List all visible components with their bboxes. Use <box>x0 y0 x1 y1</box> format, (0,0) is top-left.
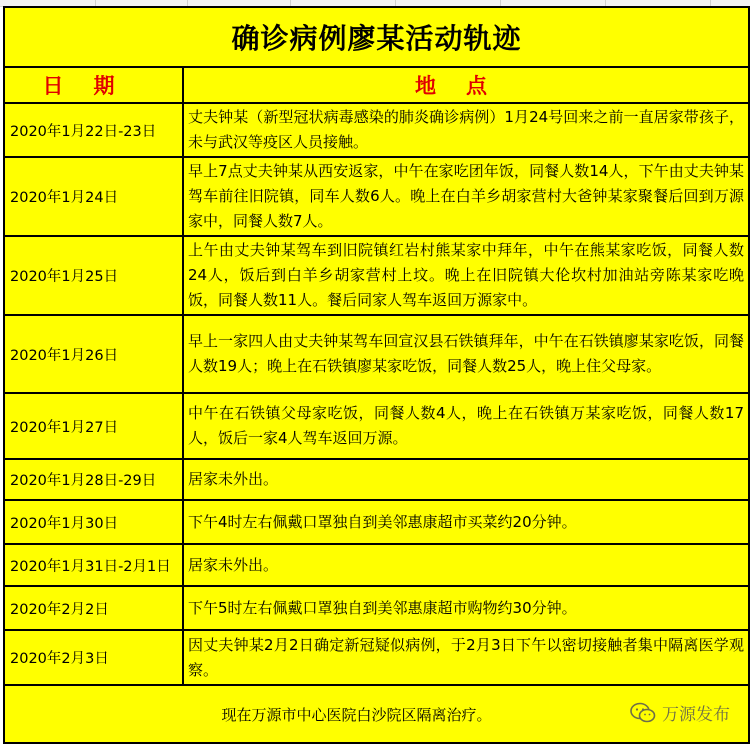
date-cell[interactable]: 2020年1月31日-2月1日 <box>4 544 183 586</box>
place-cell[interactable]: 中午在石铁镇父母家吃饭，同餐人数4人，晚上在石铁镇万某家吃饭，同餐人数17人，饭后一家4人驾车返回万源。 <box>183 393 749 459</box>
date-cell[interactable]: 2020年1月28日-29日 <box>4 459 183 500</box>
table-row <box>4 103 749 157</box>
header-row <box>4 67 749 103</box>
date-cell[interactable]: 2020年2月2日 <box>4 586 183 630</box>
place-cell[interactable]: 下午5时左右佩戴口罩独自到美邻惠康超市购物约30分钟。 <box>183 586 749 630</box>
place-cell[interactable]: 居家未外出。 <box>183 544 749 586</box>
place-cell[interactable]: 丈夫钟某（新型冠状病毒感染的肺炎确诊病例）1月24号回来之前一直居家带孩子，未与武汉等疫区人员接触。 <box>183 103 749 157</box>
date-cell[interactable]: 2020年1月25日 <box>4 236 183 315</box>
place-column-header[interactable] <box>183 67 749 103</box>
date-cell[interactable]: 2020年1月22日-23日 <box>4 103 183 157</box>
date-cell[interactable]: 2020年2月3日 <box>4 630 183 685</box>
place-cell[interactable]: 早上7点丈夫钟某从西安返家，中午在家吃团年饭，同餐人数14人，下午由丈夫钟某驾车前往旧院镇，同车人数6人。晚上在白羊乡胡家营村大爸钟某家聚餐后回到万源家中，同餐人数7人。 <box>183 157 749 236</box>
activity-trace-table <box>3 6 750 744</box>
title-row <box>4 7 749 67</box>
table-row <box>4 630 749 685</box>
table-row <box>4 236 749 315</box>
table-row <box>4 544 749 586</box>
place-cell[interactable]: 因丈夫钟某2月2日确定新冠疑似病例，于2月3日下午以密切接触者集中隔离医学观察。 <box>183 630 749 685</box>
place-cell[interactable]: 早上一家四人由丈夫钟某驾车回宣汉县石铁镇拜年，中午在石铁镇廖某家吃饭，同餐人数19人；晚上在石铁镇廖某家吃饭，同餐人数25人，晚上住父母家。 <box>183 315 749 393</box>
table-row <box>4 500 749 544</box>
date-cell[interactable]: 2020年1月27日 <box>4 393 183 459</box>
table-row <box>4 393 749 459</box>
footer-cell[interactable] <box>4 685 749 743</box>
place-cell[interactable]: 上午由丈夫钟某驾车到旧院镇红岩村熊某家中拜年，中午在熊某家吃饭，同餐人数24人，饭后到白羊乡胡家营村上坟。晚上在旧院镇大伦坎村加油站旁陈某家吃晚饭，同餐人数11人。餐后同家人驾车返回万源家中。 <box>183 236 749 315</box>
table-row <box>4 586 749 630</box>
place-cell[interactable]: 下午4时左右佩戴口罩独自到美邻惠康超市买菜约20分钟。 <box>183 500 749 544</box>
date-column-header[interactable] <box>4 67 183 103</box>
watermark-text: 万源发布 <box>662 705 731 725</box>
footer-row <box>4 685 749 743</box>
wechat-icon <box>630 702 656 724</box>
watermark <box>630 700 730 725</box>
footer-note: 现在万源市中心医院白沙院区隔离治疗。 <box>221 705 492 724</box>
table-row <box>4 315 749 393</box>
date-cell[interactable]: 2020年1月24日 <box>4 157 183 236</box>
date-header-label: 日期 <box>42 74 145 98</box>
table-row <box>4 459 749 500</box>
table-title[interactable]: 确诊病例廖某活动轨迹 <box>4 7 749 67</box>
place-header-label: 地点 <box>415 74 517 98</box>
date-cell[interactable]: 2020年1月30日 <box>4 500 183 544</box>
place-cell[interactable]: 居家未外出。 <box>183 459 749 500</box>
date-cell[interactable]: 2020年1月26日 <box>4 315 183 393</box>
table-row <box>4 157 749 236</box>
